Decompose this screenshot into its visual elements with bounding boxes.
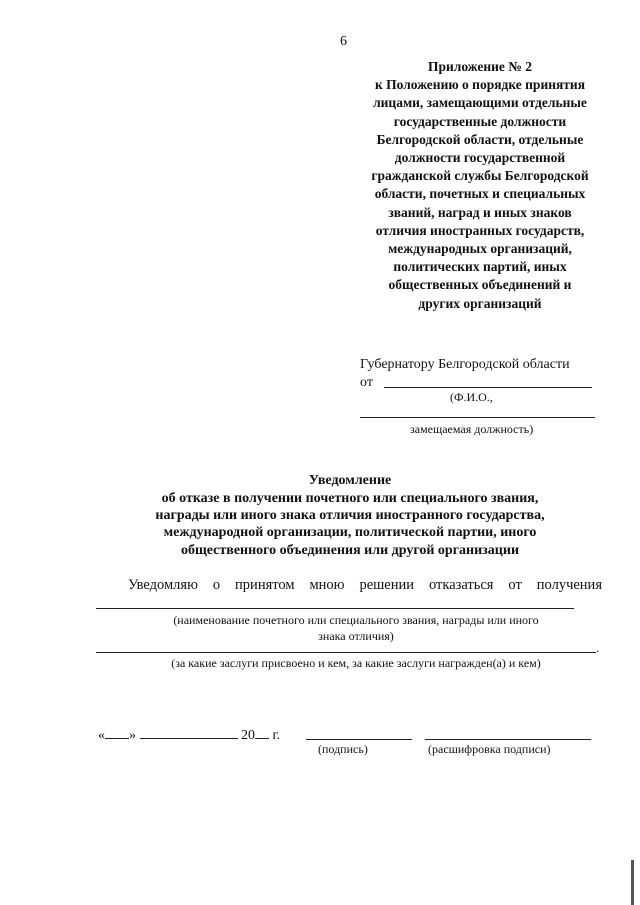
signature-fill-line[interactable] <box>306 739 412 740</box>
decoding-caption: (расшифровка подписи) <box>428 742 551 756</box>
appendix-line: должности государственной <box>394 150 566 166</box>
appendix-line: отличия иностранных государств, <box>375 222 585 238</box>
from-label: от <box>360 375 373 390</box>
decoding-fill-line[interactable] <box>425 739 591 740</box>
scan-edge-mark <box>631 860 634 905</box>
year-prefix: 20 <box>241 728 255 743</box>
notice-subtitle-line: об отказе в получении почетного или специального звания, <box>161 491 539 506</box>
appendix-line: общественных объединений и <box>388 277 572 293</box>
notice-subtitle-line: награды или иного знака отличия иностранного государства, <box>155 508 545 524</box>
line-end-dot: . <box>596 640 600 655</box>
day-fill-line[interactable] <box>105 726 129 739</box>
notice-title: Уведомление <box>308 473 392 488</box>
appendix-line: государственные должности <box>393 113 567 129</box>
appendix-line: Белгородской области, отдельные <box>376 131 584 147</box>
quote-open: « <box>98 728 105 743</box>
year-suffix: г. <box>272 728 281 743</box>
appendix-line: гражданской службы Белгородской <box>371 168 589 184</box>
position-fill-line[interactable] <box>360 417 595 418</box>
award-name-fill-line[interactable] <box>96 608 574 609</box>
fio-caption: (Ф.И.О., <box>450 390 493 404</box>
year-fill-line[interactable] <box>255 726 269 739</box>
appendix-title: Приложение № 2 <box>428 59 532 74</box>
appendix-line: политических партий, иных <box>393 259 567 275</box>
appendix-line: области, почетных и специальных <box>374 186 586 202</box>
appendix-line: к Положению о порядке принятия <box>374 77 586 93</box>
appendix-line: международных организаций, <box>388 241 572 257</box>
merits-caption: (за какие заслуги присвоено и кем, за какие заслуги награжден(а) и кем) <box>171 656 541 670</box>
date-row <box>98 726 280 744</box>
page-number: 6 <box>340 34 347 49</box>
position-caption: замещаемая должность) <box>410 422 534 436</box>
appendix-line: лицами, замещающими отдельные <box>373 95 587 111</box>
quote-close: » <box>129 728 136 743</box>
appendix-line: званий, наград и иных знаков <box>388 204 572 220</box>
month-fill-line[interactable] <box>140 726 238 739</box>
appendix-block <box>330 58 630 313</box>
from-fill-line[interactable] <box>384 387 592 388</box>
notice-subtitle <box>70 490 630 559</box>
award-name-caption <box>96 612 616 644</box>
notice-paragraph: Уведомляю о принятом мною решении отказаться от получения <box>128 577 602 593</box>
addressee-to: Губернатору Белгородской области <box>360 357 570 372</box>
award-caption-line: (наименование почетного или специального звания, награды или иного <box>173 613 539 627</box>
notice-subtitle-line: международной организации, политической партии, иного <box>163 525 537 541</box>
merits-fill-line[interactable] <box>96 652 596 653</box>
appendix-line: других организаций <box>418 295 542 311</box>
award-caption-line: знака отличия) <box>318 629 394 643</box>
signature-caption: (подпись) <box>318 742 368 756</box>
notice-subtitle-line: общественного объединения или другой организации <box>180 542 520 558</box>
